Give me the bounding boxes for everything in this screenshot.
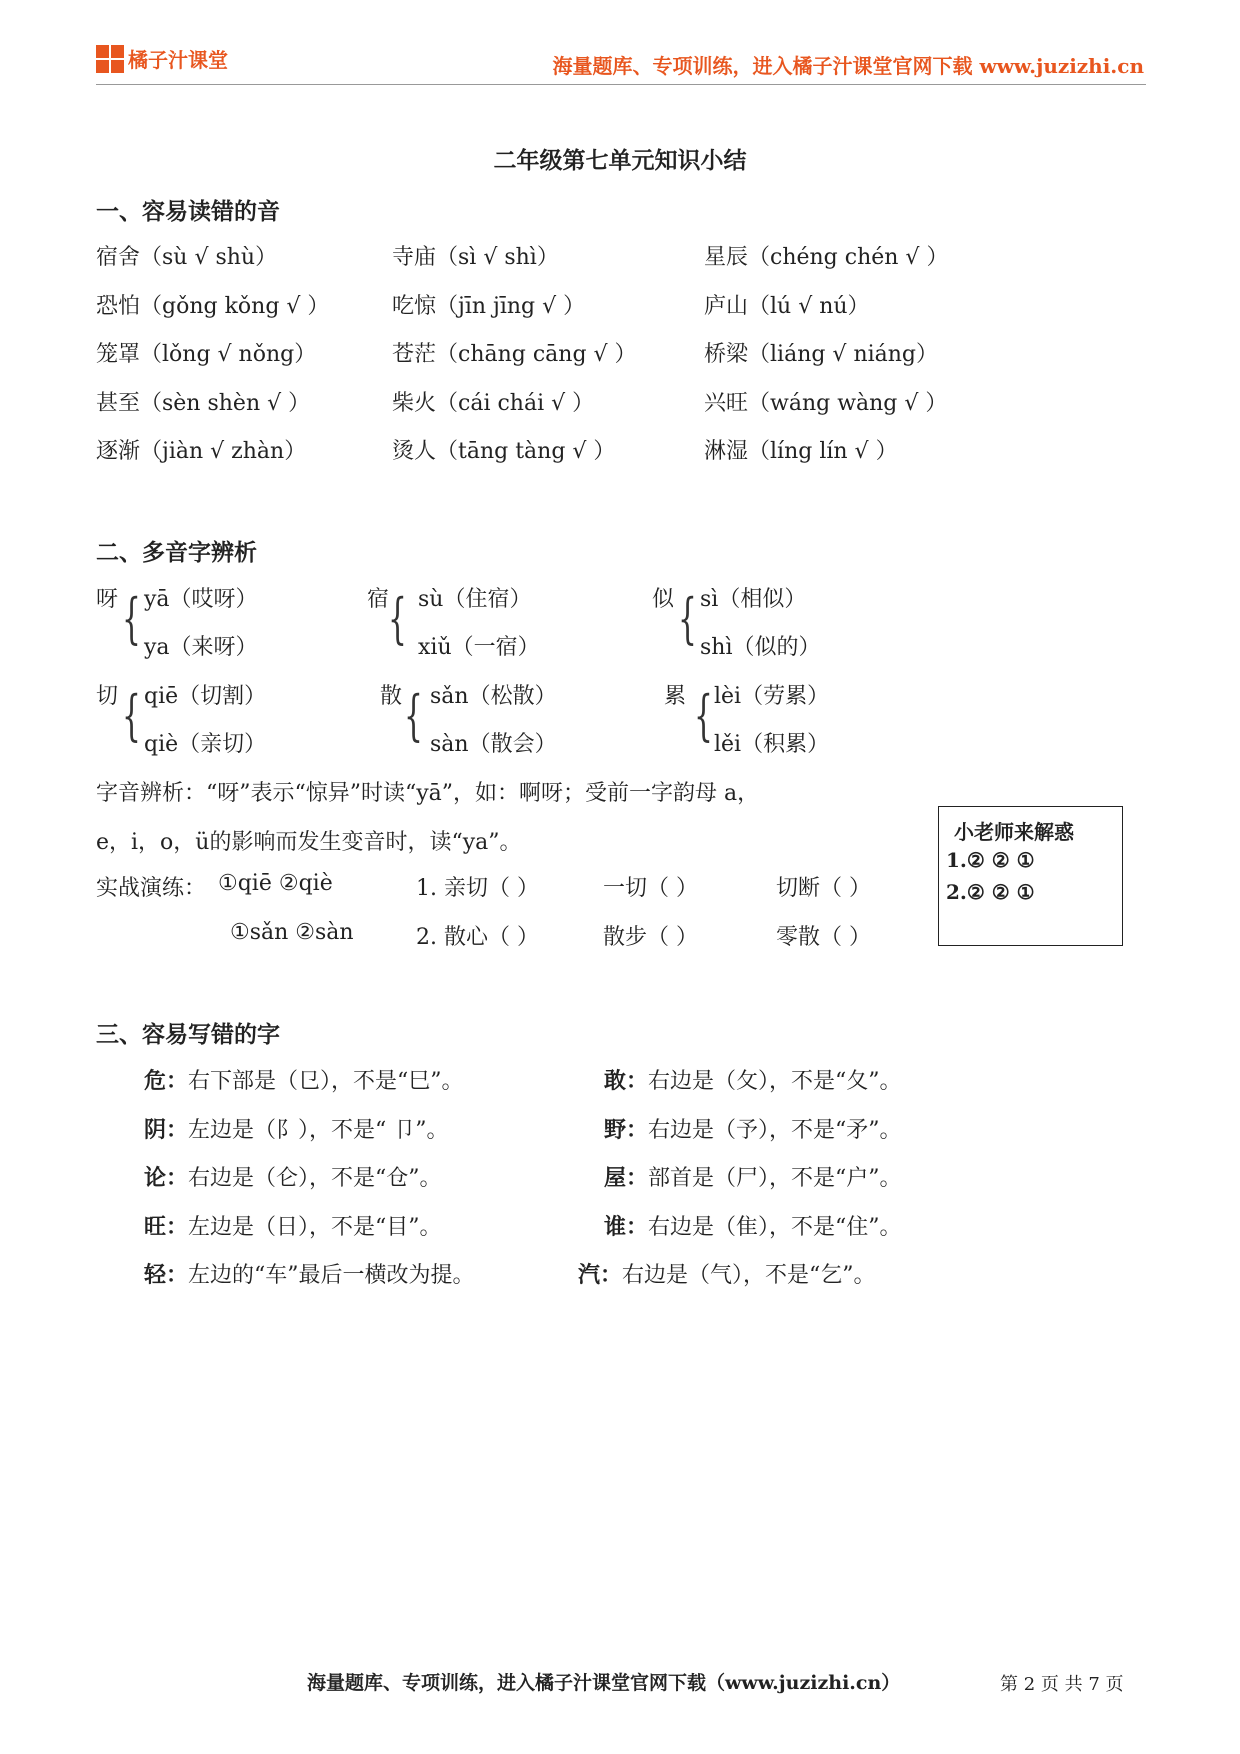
- polyphone-reading: yā（哎呀）: [144, 587, 258, 612]
- brace-icon: {: [694, 684, 713, 747]
- practice2-item: 2. 散心（ ）: [416, 925, 539, 950]
- tip-answer-1: 1.② ② ①: [946, 848, 1035, 872]
- writing-tip-text: 右下部是（㔾），不是“巳”。: [188, 1069, 464, 1094]
- polyphone-reading: sì（相似）: [700, 587, 807, 612]
- pronunciation-item: 柴火（cái chái √ ）: [392, 391, 595, 416]
- writing-tip-text: 右边是（隹），不是“住”。: [648, 1215, 902, 1240]
- polyphone-reading: xiǔ（一宿）: [418, 635, 540, 660]
- pronunciation-item: 逐渐（jiàn √ zhàn）: [96, 439, 307, 464]
- polyphone-char: 宿: [367, 587, 390, 612]
- writing-tip-text: 右边是（攵），不是“夂”。: [648, 1069, 902, 1094]
- logo-icon: [96, 45, 124, 73]
- section3-heading: 三、容易写错的字: [96, 1021, 280, 1048]
- practice1-options: ①qiē ②qiè: [218, 871, 333, 896]
- writing-tip-char: 汽：: [578, 1262, 623, 1288]
- brace-icon: {: [122, 684, 141, 747]
- writing-tip: [144, 1064, 464, 1095]
- writing-tip: [144, 1258, 475, 1289]
- writing-tip-text: 部首是（尸），不是“户”。: [648, 1166, 902, 1191]
- brace-icon: {: [404, 684, 423, 747]
- writing-tip-char: 阴：: [144, 1117, 189, 1143]
- polyphone-reading: sù（住宿）: [418, 587, 532, 612]
- brace-icon: {: [122, 587, 141, 650]
- writing-tip-char: 旺：: [144, 1214, 189, 1240]
- pronunciation-item: 寺庙（sì √ shì）: [392, 245, 559, 270]
- writing-tip-text: 左边的“车”最后一横改为提。: [188, 1263, 475, 1288]
- section1-heading: 一、容易读错的音: [96, 198, 280, 225]
- tip-answer-2: 2.② ② ①: [946, 880, 1035, 904]
- polyphone-char: 呀: [96, 587, 119, 612]
- polyphone-reading: qiē（切割）: [144, 684, 267, 709]
- logo: [96, 44, 228, 73]
- practice2-options: ①sǎn ②sàn: [230, 920, 354, 945]
- practice2-item: 散步（ ）: [603, 925, 698, 950]
- polyphone-char: 切: [96, 684, 119, 709]
- page-title: 二年级第七单元知识小结: [493, 147, 747, 174]
- polyphone-char: 累: [664, 684, 687, 709]
- pronunciation-item: 庐山（lú √ nú）: [704, 294, 870, 319]
- writing-tip-char: 危：: [144, 1068, 189, 1094]
- polyphone-reading: sàn（散会）: [430, 732, 557, 757]
- writing-tip: [604, 1161, 902, 1192]
- pronunciation-item: 笼罩（lǒng √ nǒng）: [96, 342, 317, 367]
- polyphone-char: 似: [652, 587, 675, 612]
- page-number: 第 2 页 共 7 页: [1000, 1674, 1124, 1695]
- pronunciation-item: 星辰（chéng chén √ ）: [704, 245, 949, 270]
- writing-tip-char: 论：: [144, 1165, 189, 1191]
- footer-text: 海量题库、专项训练，进入橘子汁课堂官网下载（www.juzizhi.cn）: [307, 1672, 901, 1694]
- brace-icon: {: [388, 587, 407, 650]
- writing-tip: [144, 1210, 442, 1241]
- polyphone-reading: sǎn（松散）: [430, 684, 557, 709]
- writing-tip-text: 右边是（仑），不是“仓”。: [188, 1166, 442, 1191]
- writing-tip-text: 右边是（予），不是“矛”。: [648, 1118, 902, 1143]
- note-line-1: 字音辨析：“呀”表示“惊异”时读“yā”，如：啊呀；受前一字韵母 a，: [96, 781, 760, 806]
- pronunciation-item: 吃惊（jīn jīng √ ）: [392, 294, 586, 319]
- practice-label: 实战演练：: [96, 876, 207, 901]
- tip-title: 小老师来解惑: [954, 820, 1074, 844]
- writing-tip-char: 谁：: [604, 1214, 649, 1240]
- writing-tip-char: 轻：: [144, 1262, 189, 1288]
- pronunciation-item: 桥梁（liáng √ niáng）: [704, 342, 939, 367]
- polyphone-reading: shì（似的）: [700, 635, 821, 660]
- section2-heading: 二、多音字辨析: [96, 539, 257, 566]
- writing-tip-text: 左边是（日），不是“目”。: [188, 1215, 442, 1240]
- writing-tip-char: 敢：: [604, 1068, 649, 1094]
- writing-tip: [144, 1161, 442, 1192]
- pronunciation-item: 恐怕（gǒng kǒng √ ）: [96, 294, 330, 319]
- practice1-item: 一切（ ）: [603, 876, 698, 901]
- writing-tip-text: 左边是（阝），不是“ 卩”。: [188, 1118, 449, 1143]
- header-slogan: 海量题库、专项训练，进入橘子汁课堂官网下载 www.juzizhi.cn: [552, 54, 1144, 78]
- logo-text: 橘子汁课堂: [128, 48, 228, 72]
- polyphone-char: 散: [380, 684, 403, 709]
- practice1-item: 切断（ ）: [776, 876, 871, 901]
- practice1-item: 1. 亲切（ ）: [416, 876, 539, 901]
- pronunciation-item: 淋湿（líng lín √ ）: [704, 439, 898, 464]
- pronunciation-item: 宿舍（sù √ shù）: [96, 245, 278, 270]
- writing-tip: [604, 1210, 902, 1241]
- pronunciation-item: 甚至（sèn shèn √ ）: [96, 391, 311, 416]
- pronunciation-item: 烫人（tāng tàng √ ）: [392, 439, 616, 464]
- writing-tip: [604, 1064, 902, 1095]
- pronunciation-item: 苍茫（chāng cāng √ ）: [392, 342, 637, 367]
- writing-tip: [144, 1113, 449, 1144]
- brace-icon: {: [678, 587, 697, 650]
- note-line-2: e，i，o，ü的影响而发生变音时，读“ya”。: [96, 830, 522, 855]
- writing-tip: [578, 1258, 876, 1289]
- writing-tip-text: 右边是（气），不是“乞”。: [622, 1263, 876, 1288]
- header-divider: [96, 84, 1146, 85]
- writing-tip-char: 屋：: [604, 1165, 649, 1191]
- polyphone-reading: lèi（劳累）: [714, 684, 830, 709]
- polyphone-reading: lěi（积累）: [714, 732, 830, 757]
- polyphone-reading: ya（来呀）: [144, 635, 258, 660]
- pronunciation-item: 兴旺（wáng wàng √ ）: [704, 391, 948, 416]
- writing-tip-char: 野：: [604, 1117, 649, 1143]
- writing-tip: [604, 1113, 902, 1144]
- practice2-item: 零散（ ）: [776, 925, 871, 950]
- polyphone-reading: qiè（亲切）: [144, 732, 267, 757]
